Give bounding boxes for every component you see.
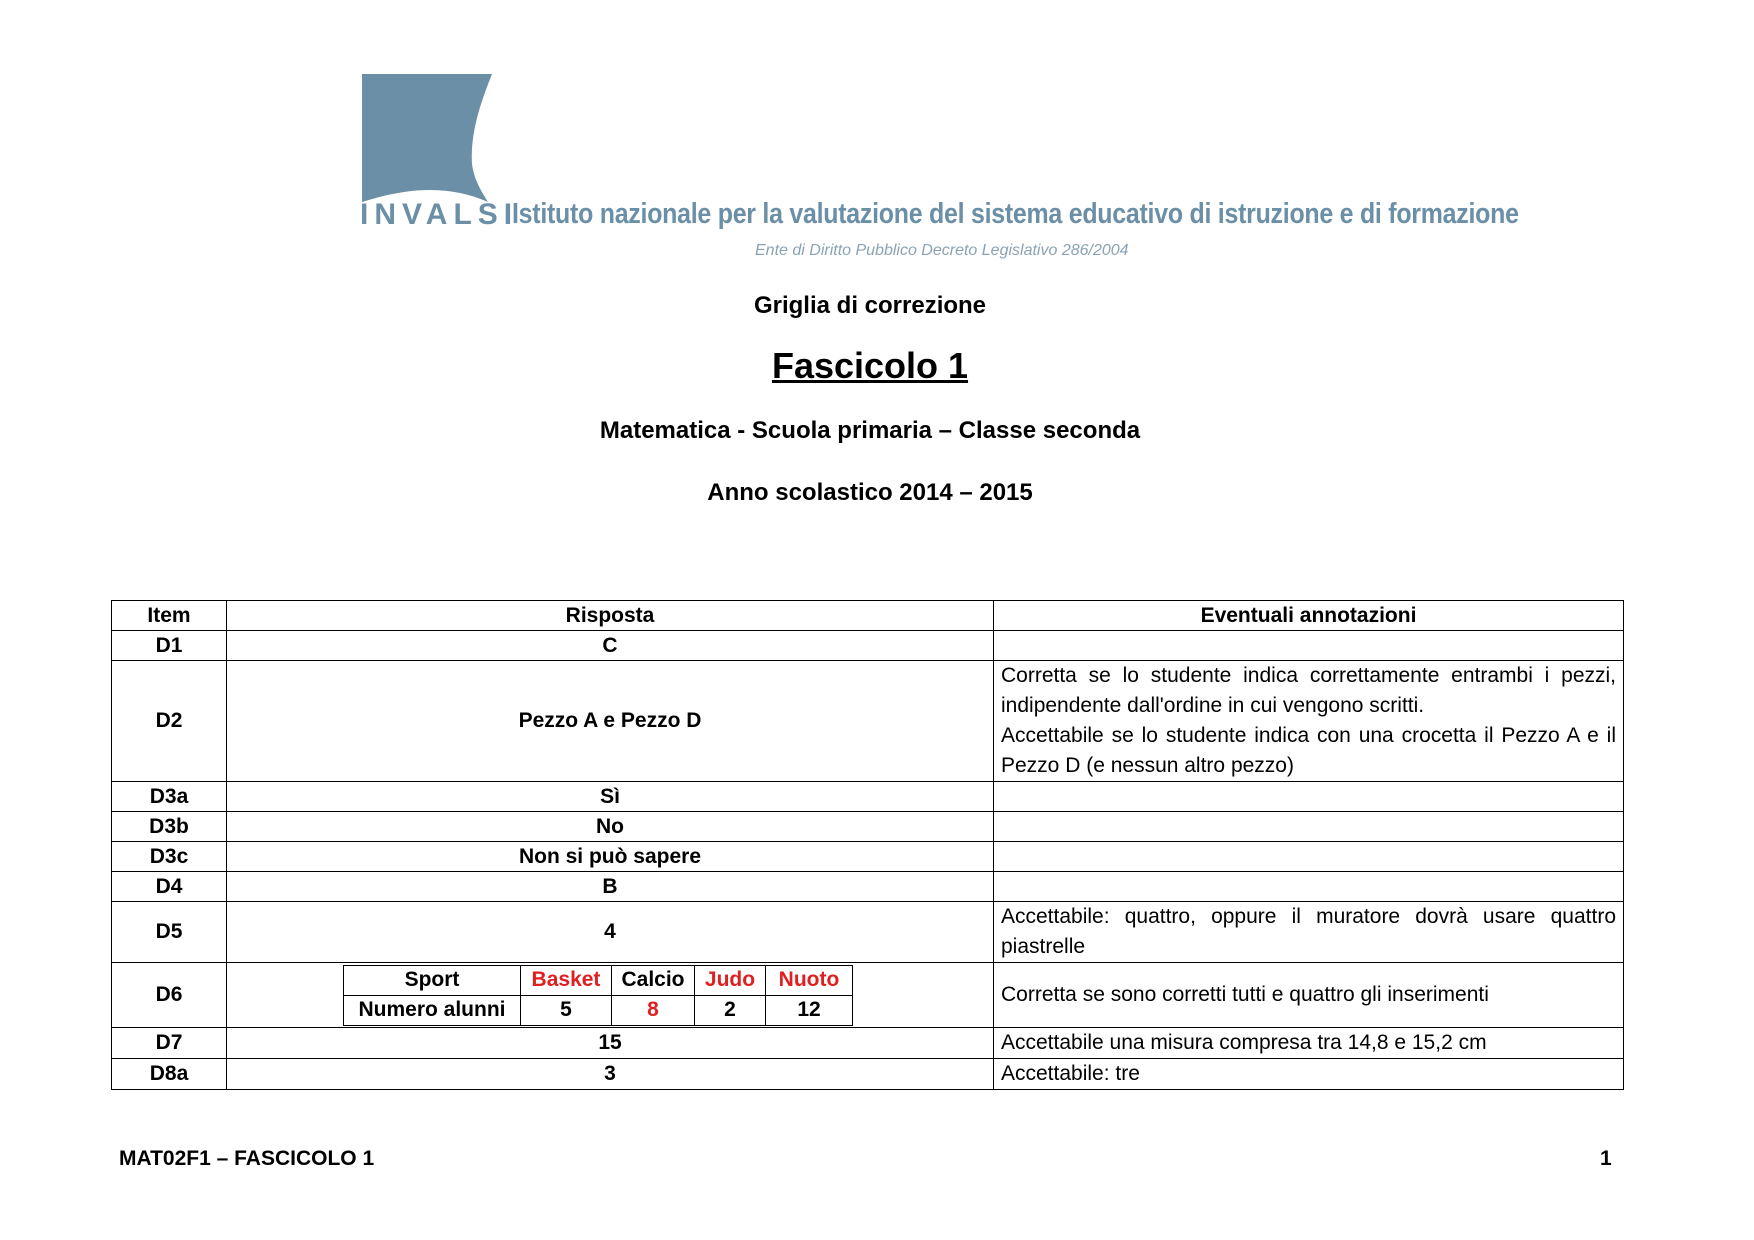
table-row [112, 842, 1624, 872]
item-cell: D4 [112, 872, 227, 902]
correction-table [111, 600, 1624, 1090]
item-cell: D5 [112, 902, 227, 963]
logo-text: INVALSI [360, 198, 519, 231]
item-cell: D3c [112, 842, 227, 872]
answer-cell: Non si può sapere [227, 842, 994, 872]
note-cell [994, 872, 1624, 902]
header-notes: Eventuali annotazioni [994, 601, 1624, 631]
document-title: Griglia di correzione [753, 292, 987, 319]
answer-cell: 4 [227, 902, 994, 963]
note-cell [994, 812, 1624, 842]
item-cell: D2 [112, 661, 227, 782]
table-row [112, 812, 1624, 842]
sport-nuoto: Nuoto [766, 965, 853, 995]
institute-name: Istituto nazionale per la valutazione del sistema educativo di istruzione e di formazione [512, 198, 1519, 230]
table-header-row [112, 601, 1624, 631]
students-row [344, 995, 853, 1025]
note-text: Corretta se lo studente indica correttamente entrambi i pezzi, indipendente dall'ordine in cui vengono scritti. [1001, 664, 1616, 717]
note-cell [994, 661, 1624, 782]
answer-cell: 3 [227, 1059, 994, 1090]
students-basket: 5 [521, 995, 612, 1025]
sport-label: Sport [344, 965, 521, 995]
school-year: Anno scolastico 2014 – 2015 [707, 479, 1033, 506]
students-judo: 2 [695, 995, 766, 1025]
item-cell: D3a [112, 782, 227, 812]
sport-table [343, 965, 853, 1026]
table-row [112, 1028, 1624, 1059]
subject-title: Matematica - Scuola primaria – Classe seconda [599, 417, 1141, 444]
footer-code: MAT02F1 – FASCICOLO 1 [119, 1147, 375, 1170]
note-cell [994, 782, 1624, 812]
students-nuoto: 12 [766, 995, 853, 1025]
item-cell: D3b [112, 812, 227, 842]
answer-cell: Pezzo A e Pezzo D [227, 661, 994, 782]
answer-cell: B [227, 872, 994, 902]
table-row [112, 963, 1624, 1028]
sport-basket: Basket [521, 965, 612, 995]
booklet-title: Fascicolo 1 [771, 345, 969, 386]
students-label: Numero alunni [344, 995, 521, 1025]
table-row [112, 782, 1624, 812]
page-number: 1 [1600, 1147, 1612, 1170]
answer-cell: No [227, 812, 994, 842]
item-cell: D8a [112, 1059, 227, 1090]
note-cell: Corretta se sono corretti tutti e quattro gli inserimenti [994, 963, 1624, 1028]
sport-calcio: Calcio [612, 965, 695, 995]
answer-cell: 15 [227, 1028, 994, 1059]
note-text: Accettabile se lo studente indica con una crocetta il Pezzo A e il Pezzo D (e nessun altro pezzo) [1001, 724, 1616, 777]
table-row [112, 1059, 1624, 1090]
item-cell: D1 [112, 631, 227, 661]
note-cell [994, 631, 1624, 661]
header-answer: Risposta [227, 601, 994, 631]
invalsi-logo-mark [362, 74, 492, 202]
note-cell [994, 842, 1624, 872]
table-row [112, 661, 1624, 782]
sport-row [344, 965, 853, 995]
header-item: Item [112, 601, 227, 631]
note-cell: Accettabile: tre [994, 1059, 1624, 1090]
table-row [112, 872, 1624, 902]
table-row [112, 902, 1624, 963]
note-cell: Accettabile una misura compresa tra 14,8 e 15,2 cm [994, 1028, 1624, 1059]
table-row [112, 631, 1624, 661]
item-cell: D7 [112, 1028, 227, 1059]
note-cell: Accettabile: quattro, oppure il muratore dovrà usare quattro piastrelle [994, 902, 1624, 963]
answer-cell [227, 963, 994, 1028]
sport-judo: Judo [695, 965, 766, 995]
institute-subtitle: Ente di Diritto Pubblico Decreto Legislativo 286/2004 [755, 242, 1129, 259]
answer-cell: Sì [227, 782, 994, 812]
students-calcio: 8 [612, 995, 695, 1025]
item-cell: D6 [112, 963, 227, 1028]
answer-cell: C [227, 631, 994, 661]
